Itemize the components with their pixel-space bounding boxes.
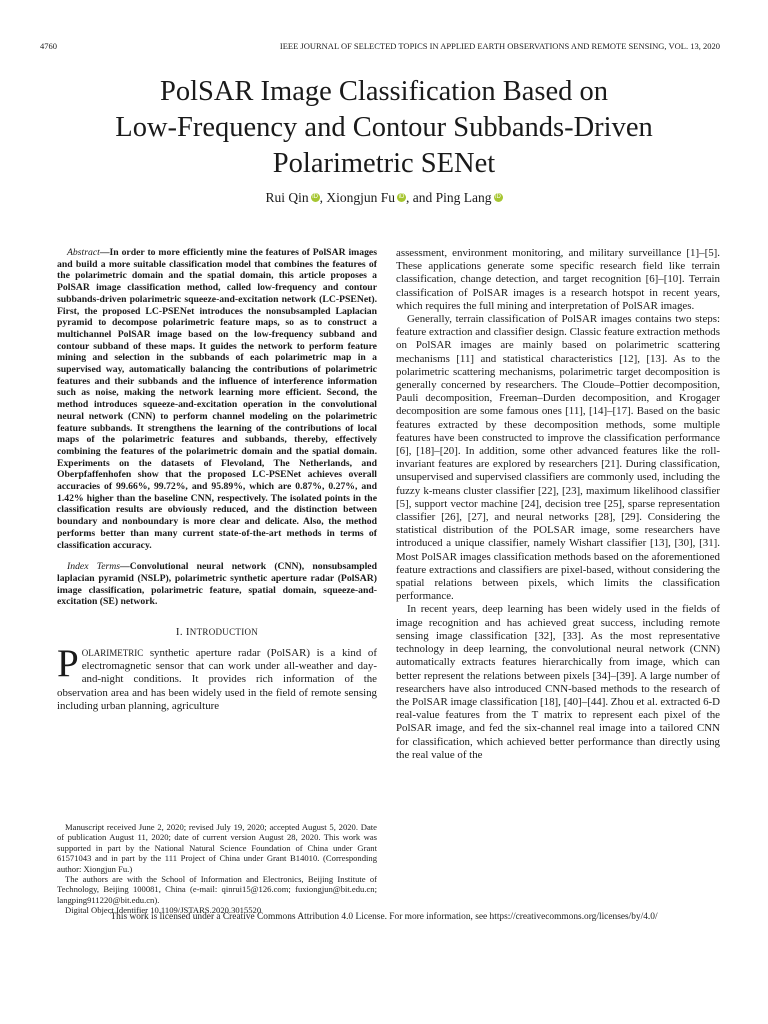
running-head: IEEE JOURNAL OF SELECTED TOPICS IN APPLIED EARTH OBSERVATIONS AND REMOTE SENSING, VOL. 13, 2020 <box>279 41 720 51</box>
title-line: Low-Frequency and Contour Subbands-Driven <box>115 112 653 143</box>
author-name: , Xiongjun Fu <box>319 190 396 205</box>
orcid-icon[interactable]: iD <box>495 194 501 200</box>
footnote: The authors are with the School of Information and Electronics, Beijing Institute of Technology, Beijing 100081, China (e-mail: qinrui15@126.com; fuxiongjun@bit.edu.cn; langping911220@bit.edu.cn). <box>57 874 377 905</box>
license-notice[interactable]: This work is licensed under a Creative Commons Attribution 4.0 License. For more information, see https://creativecommons.org/licenses/by/4.0/ <box>110 912 658 922</box>
left-column <box>57 247 377 713</box>
section-title: NTRODUCTION <box>189 627 259 638</box>
section-numeral: I. I <box>175 626 190 639</box>
doi-footnote[interactable]: Digital Object Identifier 10.1109/JSTARS.2020.3015520 <box>65 905 262 916</box>
right-column <box>396 247 720 762</box>
body-paragraph: In recent years, deep learning has been widely used in the fields of image recognition and has achieved great success, including remote sensing image classification [32], [33]. As the most representative technology in deep learning, the convolutional neural network (CNN) automatically extracts features hierarchically from image, which can better represent the relations between pixels [34]–[39]. A large number of researchers have also introduced CNN-based methods to the research of the PolSAR image classification [18], [40]–[44]. Zhou et al. extracted 6-D real-value features from the T matrix to represent each pixel of the PolSAR image, and fed the six-channel real image into a tailored CNN for classification, which achieved better performance than directly using the real value of the <box>396 603 720 761</box>
abstract-label: Abstract <box>67 247 100 258</box>
footnote: Manuscript received June 2, 2020; revised July 19, 2020; accepted August 5, 2020. Date of publication August 11, 2020; date of current version August 28, 2020. This work was supported in part by the National Natural Science Foundation of China under Grant 61571043 and in part by the 111 Project of China under Grant B14010. (Corresponding author: Xiongjun Fu.) <box>57 822 377 874</box>
title-line: PolSAR Image Classification Based on <box>159 76 609 107</box>
author-list <box>40 190 728 206</box>
intro-text: synthetic aperture radar (PolSAR) is a kind of electromagnetic sensor that can work under all-weather and day-and-night conditions. It provides rich information of the observation area and has been widely used in the field of remote sensing including urban planning, agriculture <box>57 647 377 712</box>
body-paragraph: assessment, environment monitoring, and military surveillance [1]–[5]. These applications generate some specific research field like terrain classification, change detection, and target recognition [6]–[10]. Terrain classification of PolSAR images is a research hotspot in recent years, which requires the full mining and interpretation of PolSAR images. <box>396 247 720 312</box>
page-number: 4760 <box>40 41 57 51</box>
orcid-icon[interactable]: iD <box>312 194 318 200</box>
section-heading <box>57 626 377 639</box>
index-terms <box>57 561 377 608</box>
author-name: , and Ping Lang <box>406 190 492 205</box>
abstract <box>57 247 377 551</box>
index-terms-text: —Convolutional neural network (CNN), nonsubsampled laplacian pyramid (NSLP), polarimetric synthetic aperture radar (PolSAR) image classification, polarimetric feature, spatial domain, squeeze-and-excitation (SE) network. <box>57 561 377 608</box>
paper-title <box>40 74 728 182</box>
author-name: Rui Qin <box>265 190 309 205</box>
body-paragraph: Generally, terrain classification of PolSAR images contains two steps: feature extraction and classifier design. Classic feature extraction methods on PolSAR images are mainly based on polarimetric scattering mechanisms [11] and statistical characteristics [12], [13]. As to the polarimetric scattering mechanisms, polarimetric target decomposition is generally concerned by researchers. The Cloude–Pottier decomposition, Pauli decomposition, Freeman–Durden decomposition, and Krogager decomposition are some famous ones [11], [14]–[17]. Based on the basic features extracted by these decomposition methods, some multiple features have been constructed to improve the classification performance [6], [18]–[20]. In addition, some other advanced features like the roll-invariant features are explored by researchers [21]. During classification, unsupervised and supervised classifiers are commonly used, including the fuzzy k-means cluster classifier [22], [23], maximum likelihood classifier [5], support vector machine [24], decision tree [25], sparse representation classifier [26], [27], and neural networks [28], [29]. Considering the statistical distribution of the POLSAR image, some researchers have introduced a unique classifier, namely Wishart classifier [13], [30], [31]. Most PolSAR images classification methods based on the aforementioned feature extractions and classifiers are pixel-based, without considering the spatial relations between pixels, which limits the classification performance. <box>396 313 720 603</box>
abstract-text: —In order to more efficiently mine the features of PolSAR images and build a more suitable classification model that combines the features of the polarimetric domain and the spatial domain, this article proposes a PolSAR image classification method, called low-frequency and contour subbands-driven polarimetric squeeze-and-excitation network (LC-PSENet). First, the proposed LC-PSENet introduces the nonsubsampled Laplacian pyramid to decompose polarimetric feature maps, so as to construct a multichannel PolSAR image based on the low-frequency subband and contour subband of these maps. It guides the network to perform feature mining and selection in the subbands of each polarimetric map in a supervised way, automatically balancing the contributions of polarimetric features and their subbands and the influence of interference information such as noise, making the network learning more efficient. Second, the method introduces squeeze-and-excitation operation in the convolutional neural network (CNN) to perform channel modeling on the polarimetric feature subbands. It strengthens the learning of the contributions of local maps of the polarimetric features and subbands, thereby, effectively combining the features of the polarimetric domain and the spatial domain. Experiments on the datasets of Flevoland, The Netherlands, and Oberpfaffenhofen show that the proposed LC-PSENet achieves overall accuracies of 99.66%, 99.72%, and 95.89%, which are 0.87%, 0.27%, and 1.42% higher than the baseline CNN, respectively. The isolated points in the classification results are obviously reduced, and the distinction between boundary and nonboundary is more clear and delicate. Also, the method performs better than many current state-of-the-art methods in terms of classification accuracy. <box>57 247 377 551</box>
intro-lead: OLARIMETRIC <box>81 648 144 658</box>
index-terms-label: Index Terms <box>67 561 121 573</box>
orcid-icon[interactable]: iD <box>398 194 405 200</box>
drop-cap: P <box>57 642 79 685</box>
title-line: Polarimetric SENet <box>272 148 496 179</box>
footnotes <box>57 822 377 916</box>
intro-paragraph <box>57 642 377 713</box>
